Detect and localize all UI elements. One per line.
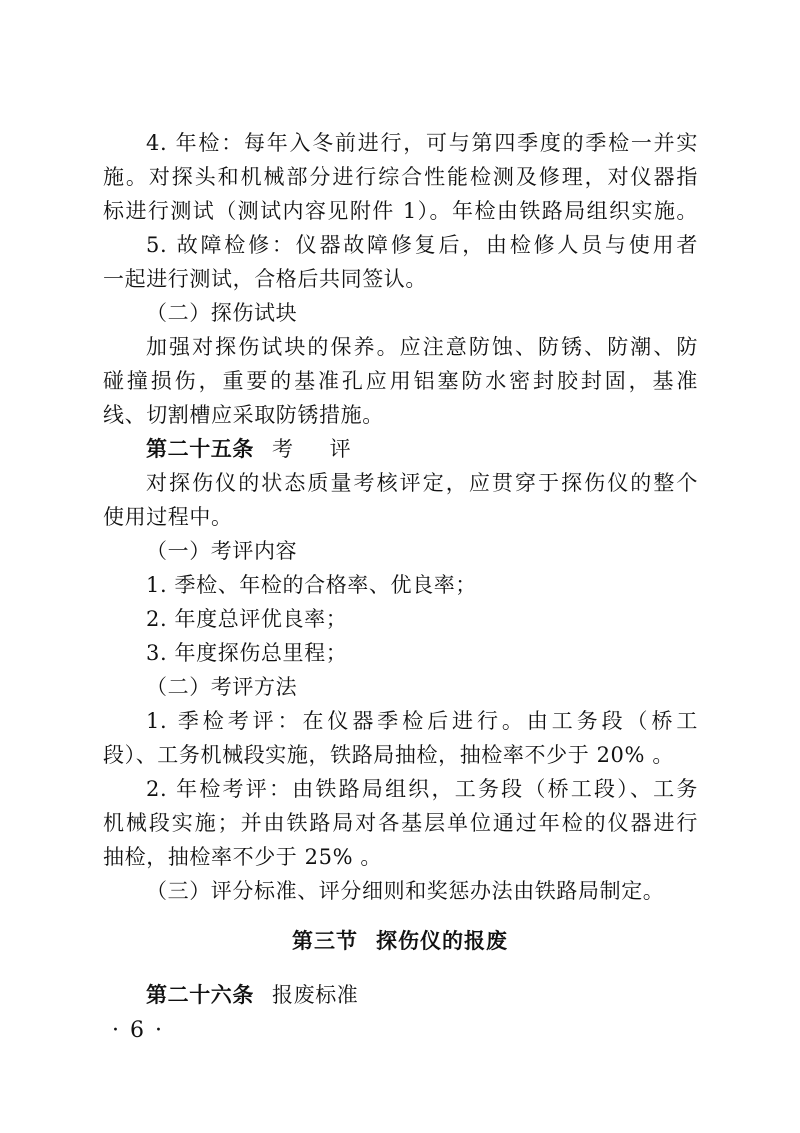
list-item: 2. 年检考评：由铁路局组织，工务段（桥工段）、工务 <box>146 777 698 801</box>
section-number: 第三节 <box>292 929 358 953</box>
paragraph-line: 5. 故障检修：仪器故障修复后，由检修人员与使用者 <box>146 233 698 257</box>
list-item: 2. 年度总评优良率； <box>146 607 348 631</box>
paragraph-line: 对探伤仪的状态质量考核评定，应贯穿于探伤仪的整个 <box>146 471 698 495</box>
section-heading <box>0 924 800 958</box>
list-item: 1. 季检考评：在仪器季检后进行。由工务段（桥工 <box>146 709 698 733</box>
paragraph-line: 加强对探伤试块的保养。应注意防蚀、防锈、防潮、防 <box>146 335 698 359</box>
article-heading <box>146 978 698 1012</box>
list-item-continuation: 段）、工务机械段实施，铁路局抽检，抽检率不少于 20% 。 <box>103 743 674 767</box>
paragraph-line: 碰撞损伤，重要的基准孔应用铝塞防水密封胶封固，基准 <box>103 369 698 393</box>
paragraph-line: 一起进行测试，合格后共同签认。 <box>103 267 427 291</box>
section-title: 探伤仪的报废 <box>376 929 508 953</box>
article-number: 第二十六条 <box>146 983 254 1007</box>
paragraph-line: 使用过程中。 <box>103 505 233 529</box>
subsection-heading: （二）考评方法 <box>146 675 298 699</box>
list-item-continuation: 机械段实施；并由铁路局对各基层单位通过年检的仪器进行 <box>103 811 698 835</box>
page-number: · 6 · <box>112 1018 164 1043</box>
article-heading <box>146 432 698 466</box>
list-item: 3. 年度探伤总里程； <box>146 641 348 665</box>
article-title-part: 考 <box>272 437 294 461</box>
subsection-heading: （二）探伤试块 <box>146 301 298 325</box>
article-title: 报废标准 <box>272 983 359 1007</box>
list-item: 1. 季检、年检的合格率、优良率； <box>146 573 477 597</box>
paragraph-line: 4. 年检：每年入冬前进行，可与第四季度的季检一并实 <box>146 131 698 155</box>
paragraph-line: 标进行测试（测试内容见附件 1）。年检由铁路局组织实施。 <box>103 199 698 223</box>
subsection-heading: （三）评分标准、评分细则和奖惩办法由铁路局制定。 <box>146 879 665 903</box>
paragraph-line: 线、切割槽应采取防锈措施。 <box>103 403 384 427</box>
paragraph-line: 施。对探头和机械部分进行综合性能检测及修理，对仪器指 <box>103 165 698 189</box>
list-item-continuation: 抽检，抽检率不少于 25% 。 <box>103 845 383 869</box>
article-title-part: 评 <box>329 437 352 461</box>
article-number: 第二十五条 <box>146 437 254 461</box>
subsection-heading: （一）考评内容 <box>146 539 298 563</box>
